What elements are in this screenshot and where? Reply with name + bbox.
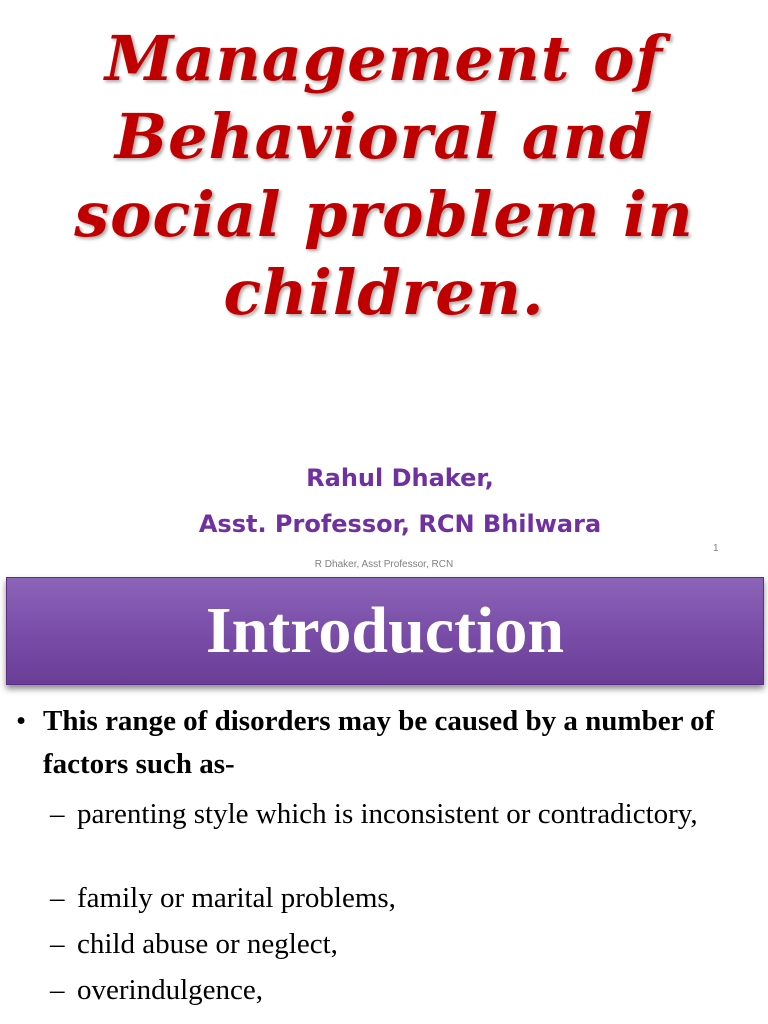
dash-marker: – [50, 882, 65, 914]
dash-marker: – [50, 798, 65, 830]
author-role: Asst. Professor, RCN Bhilwara [198, 510, 602, 538]
sub-bullet-text: family or marital problems, [77, 882, 396, 914]
title-line: Behavioral and [114, 100, 654, 173]
sub-bullet-item [50, 878, 750, 918]
bullet-text: This range of disorders may be caused by a number of factors such as- [43, 705, 715, 780]
sub-bullet-text: overindulgence, [77, 974, 264, 1006]
dash-marker: – [50, 928, 65, 960]
slide-number: 1 [713, 543, 719, 554]
title-line: social problem in [74, 178, 694, 251]
slide2-title: Introduction [205, 594, 565, 667]
sub-bullet-item [50, 924, 750, 964]
author-name: Rahul Dhaker, [306, 464, 494, 492]
slide-footer: R Dhaker, Asst Professor, RCN [314, 559, 454, 570]
sub-bullet-item [50, 970, 750, 1010]
sub-bullet-text: child abuse or neglect, [77, 928, 338, 960]
sub-bullet-item [50, 794, 750, 834]
title-banner [6, 577, 764, 685]
bullet-item [16, 700, 756, 786]
sub-bullet-text: parenting style which is inconsistent or contradictory, [77, 798, 698, 830]
title-line: Management of [104, 22, 664, 95]
bullet-marker: • [16, 705, 27, 737]
slide1-title [0, 20, 768, 332]
title-line: children. [223, 256, 545, 329]
dash-marker: – [50, 974, 65, 1006]
